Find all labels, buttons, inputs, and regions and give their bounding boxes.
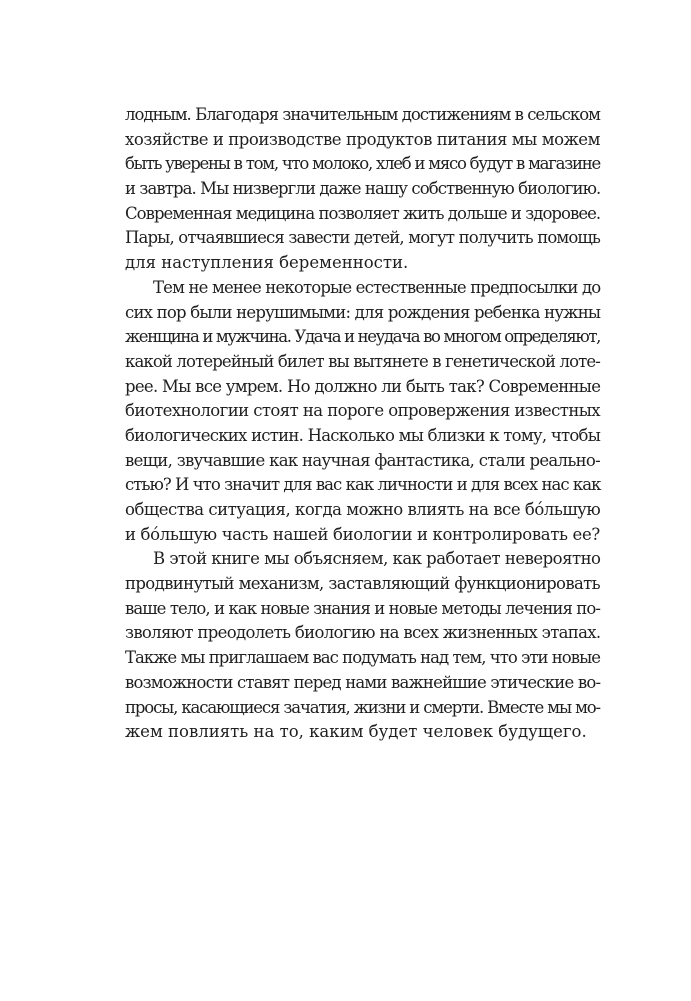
text-line: для наступления беременности. <box>125 253 409 273</box>
text-line: сих пор были нерушимыми: для рождения ребенка нужны <box>125 302 601 322</box>
text-line: быть уверены в том, что молоко, хлеб и мясо будут в магазине <box>125 154 600 174</box>
text-line: возможности ставят перед нами важнейшие этические во- <box>125 672 601 692</box>
text-line: биотехнологии стоят на пороге опровержения известных <box>125 401 601 421</box>
text-line: стью? И что значит для вас как личности и для всех нас как <box>125 475 601 495</box>
text-line: Тем не менее некоторые естественные предпосылки до <box>153 277 601 297</box>
text-line: общества ситуация, когда можно влиять на все бóльшую <box>125 500 601 519</box>
text-line: продвинутый механизм, заставляющий функционировать <box>125 574 600 594</box>
text-line: и завтра. Мы низвергли даже нашу собственную биологию. <box>125 179 601 199</box>
text-line: хозяйстве и производстве продуктов питания мы можем <box>125 129 600 149</box>
text-line: жем повлиять на то, каким будет человек будущего. <box>125 722 587 742</box>
text-line: какой лотерейный билет вы вытянете в генетической лоте- <box>125 351 600 371</box>
text-line: Также мы приглашаем вас подумать над тем, что эти новые <box>125 648 600 668</box>
text-line: вещи, звучавшие как научная фантастика, стали реально- <box>125 450 600 470</box>
text-line: биологических истин. Насколько мы близки к тому, чтобы <box>125 425 601 445</box>
text-line: рее. Мы все умрем. Но должно ли быть так? Современные <box>125 376 601 396</box>
text-line: В этой книге мы объясняем, как работает невероятно <box>153 549 601 569</box>
text-line: зволяют преодолеть биологию на всех жизненных этапах. <box>125 623 601 643</box>
body-text <box>125 103 600 745</box>
text-line: лодным. Благодаря значительным достижениям в сельском <box>125 105 600 124</box>
text-line: Современная медицина позволяет жить дольше и здоровее. <box>125 203 601 223</box>
text-line: просы, касающиеся зачатия, жизни и смерти. Вместе мы мо- <box>125 697 600 717</box>
text-line: Пары, отчаявшиеся завести детей, могут получить помощь <box>125 228 600 248</box>
text-line: женщина и мужчина. Удача и неудача во многом определяют, <box>125 327 600 347</box>
text-line: ваше тело, и как новые знания и новые методы лечения по- <box>125 598 600 618</box>
text-line: и бóльшую часть нашей биологии и контролировать ее? <box>125 524 600 544</box>
